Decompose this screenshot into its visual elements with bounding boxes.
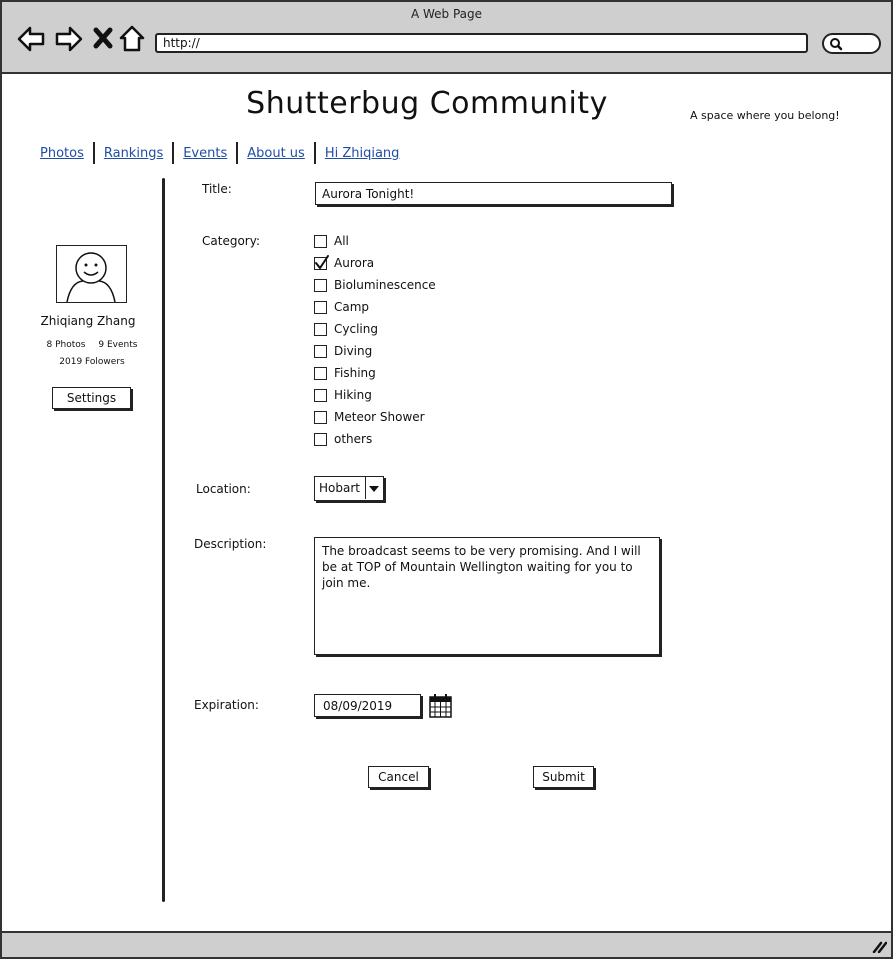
nav-rankings[interactable]: Rankings [103, 145, 164, 161]
checkbox[interactable] [314, 323, 327, 336]
url-bar[interactable]: http:// [155, 33, 808, 53]
title-input[interactable] [315, 182, 672, 205]
category-option-fishing[interactable]: Fishing [314, 362, 436, 384]
nav-photos[interactable]: Photos [40, 145, 84, 161]
nav-about-us[interactable]: About us [247, 145, 305, 161]
browser-chrome [2, 2, 891, 74]
location-select[interactable] [314, 476, 384, 501]
location-value: Hobart [319, 481, 360, 495]
vertical-divider [162, 178, 165, 902]
title-label: Title: [202, 182, 232, 196]
forward-icon[interactable] [54, 24, 84, 54]
checkmark-icon [314, 254, 330, 271]
calendar-icon[interactable] [429, 694, 452, 722]
events-count: 9 Events [98, 340, 138, 350]
category-option-hiking[interactable]: Hiking [314, 384, 436, 406]
tagline: A space where you belong! [690, 109, 840, 122]
description-label: Description: [194, 537, 267, 551]
back-icon[interactable] [16, 24, 46, 54]
window-title: A Web Page [410, 7, 483, 21]
submit-button[interactable]: Submit [533, 766, 594, 788]
photos-count: 8 Photos [46, 340, 86, 350]
checkbox[interactable] [314, 389, 327, 402]
category-option-meteor-shower[interactable]: Meteor Shower [314, 406, 436, 428]
category-option-bioluminescence[interactable]: Bioluminescence [314, 274, 436, 296]
checkbox[interactable] [314, 279, 327, 292]
checkbox[interactable] [314, 367, 327, 380]
nav-user-greeting[interactable]: Hi Zhiqiang [324, 145, 400, 161]
cancel-button[interactable]: Cancel [368, 766, 429, 788]
avatar [56, 245, 127, 303]
checkbox-checked[interactable] [314, 257, 327, 270]
followers-count: 2019 Folowers [59, 357, 125, 367]
category-option-camp[interactable]: Camp [314, 296, 436, 318]
resize-grip-icon[interactable] [871, 939, 887, 953]
category-option-aurora[interactable]: Aurora [314, 252, 436, 274]
site-title: Shutterbug Community [246, 86, 608, 121]
search-icon [827, 35, 847, 53]
checkbox[interactable] [314, 301, 327, 314]
checkbox[interactable] [314, 235, 327, 248]
description-textarea[interactable] [314, 537, 660, 655]
location-label: Location: [196, 482, 251, 496]
profile-name: Zhiqiang Zhang [40, 314, 136, 328]
category-list [314, 230, 436, 450]
category-option-others[interactable]: others [314, 428, 436, 450]
expiration-date-input[interactable] [314, 694, 421, 717]
profile-stats [22, 340, 162, 350]
expiration-label: Expiration: [194, 698, 259, 712]
main-nav [40, 142, 408, 164]
category-option-cycling[interactable]: Cycling [314, 318, 436, 340]
settings-button[interactable]: Settings [52, 387, 131, 409]
home-icon[interactable] [118, 24, 148, 54]
chevron-down-icon[interactable] [365, 477, 383, 499]
browser-search[interactable] [822, 33, 881, 54]
checkbox[interactable] [314, 345, 327, 358]
category-option-all[interactable]: All [314, 230, 436, 252]
category-option-diving[interactable]: Diving [314, 340, 436, 362]
status-bar [2, 931, 891, 957]
user-avatar-icon [57, 246, 126, 302]
checkbox[interactable] [314, 433, 327, 446]
checkbox[interactable] [314, 411, 327, 424]
category-label: Category: [202, 234, 260, 248]
nav-events[interactable]: Events [183, 145, 228, 161]
